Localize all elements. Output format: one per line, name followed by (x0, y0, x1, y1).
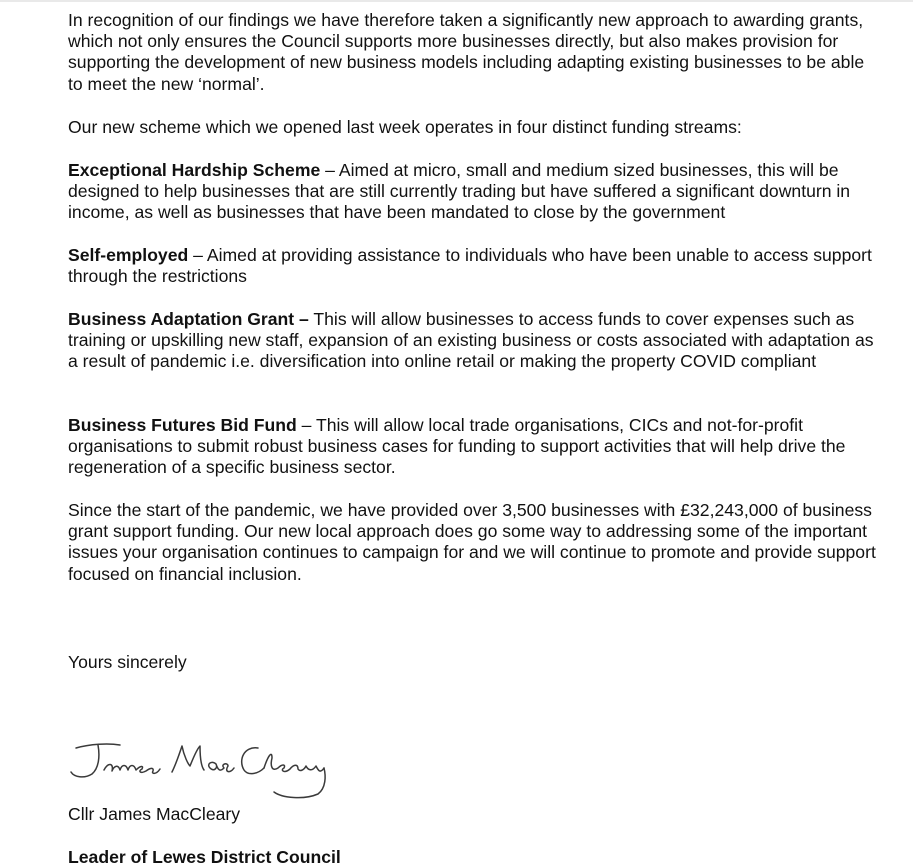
paragraph-self-employed: Self-employed – Aimed at providing assistance to individuals who have been unable to access support through the restrictions (68, 245, 872, 287)
paragraph-pandemic-support: Since the start of the pandemic, we have provided over 3,500 businesses with £32,243,000 of business grant support funding. Our new local approach does go some way to addressing some of the important issues your organisation continues to campaign for and we will continue to promote and provide support focused on financial inclusion. (68, 500, 876, 584)
page-top-edge (0, 0, 913, 2)
stream-title: Self-employed (68, 245, 189, 265)
stream-title: Business Adaptation Grant – (68, 309, 309, 329)
stream-title: Exceptional Hardship Scheme (68, 160, 321, 180)
signatory-name: Cllr James MacCleary (68, 804, 241, 824)
paragraph-funding-streams-intro: Our new scheme which we opened last week operates in four distinct funding streams: (68, 117, 742, 137)
stream-title: Business Futures Bid Fund (68, 415, 297, 435)
paragraph-business-futures: Business Futures Bid Fund – This will allow local trade organisations, CICs and not-for-profit organisations to submit robust business cases for funding to support activities that will help drive the regeneration of a specific business sector. (68, 415, 846, 478)
closing: Yours sincerely (68, 652, 187, 672)
handwritten-signature (68, 736, 343, 800)
paragraph-new-approach: In recognition of our findings we have therefore taken a significantly new approach to awarding grants, which not only ensures the Council supports more businesses directly, but also makes provision for supporting the development of new business models including adapting existing businesses to be able to meet the new ‘normal’. (68, 10, 865, 94)
paragraph-exceptional-hardship: Exceptional Hardship Scheme – Aimed at micro, small and medium sized businesses, this will be designed to help businesses that are still currently trading but have suffered a significant downturn in income, as well as businesses that have been mandated to close by the government (68, 160, 851, 223)
paragraph-business-adaptation: Business Adaptation Grant – This will allow businesses to access funds to cover expenses such as training or upskilling new staff, expansion of an existing business or costs associated with adaptation as a result of pandemic i.e. diversification into online retail or making the property COVID compliant (68, 309, 874, 372)
signatory-title: Leader of Lewes District Council (68, 847, 341, 867)
